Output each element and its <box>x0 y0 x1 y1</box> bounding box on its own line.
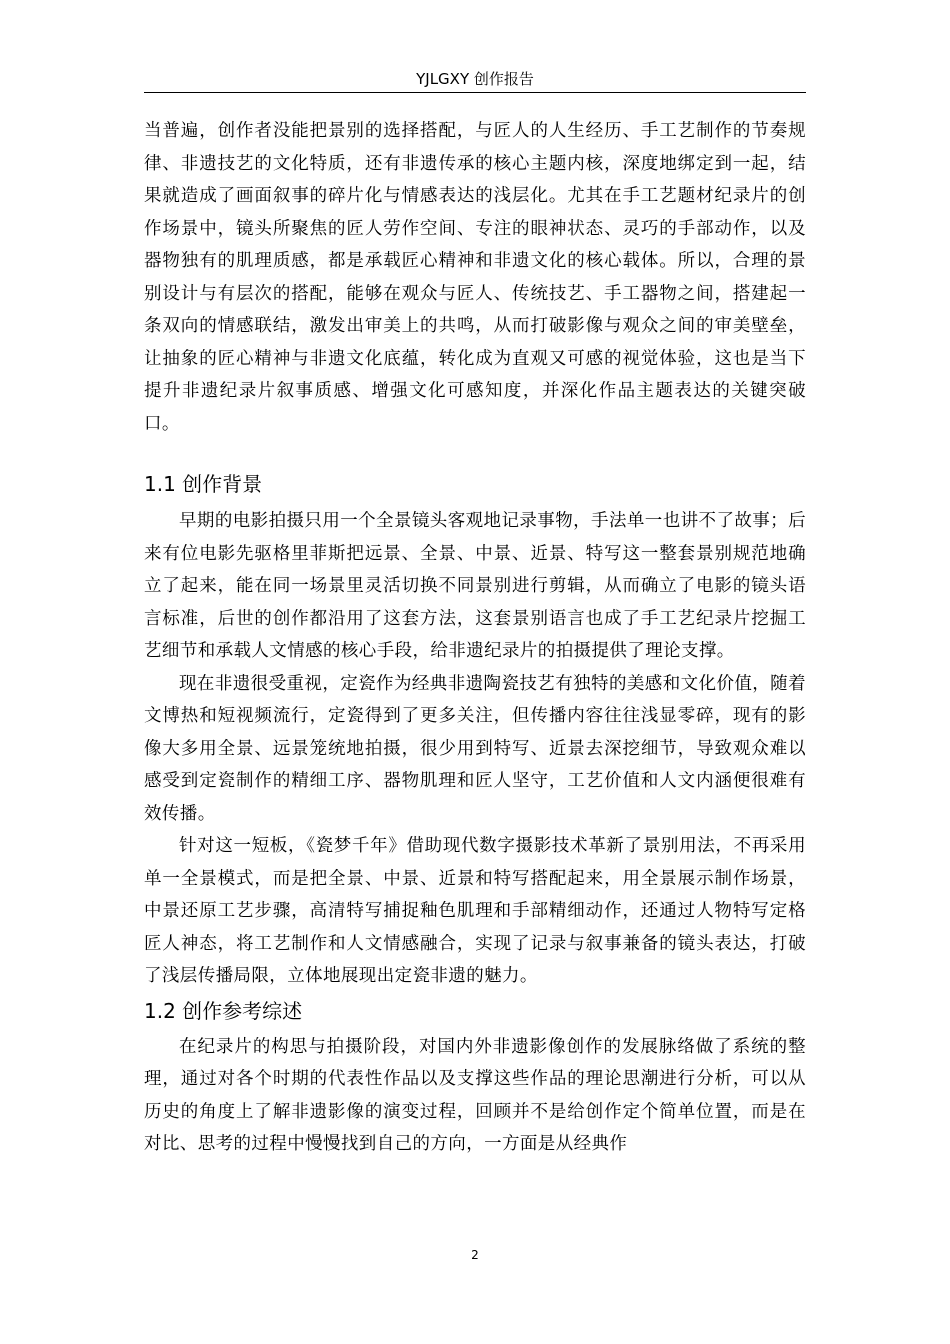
page-body <box>144 115 806 1161</box>
body-paragraph: 早期的电影拍摄只用一个全景镜头客观地记录事物，手法单一也讲不了故事；后来有位电影先驱格里菲斯把远景、全景、中景、近景、特写这一整套景别规范地确立了起来，能在同一场景里灵活切换不同景别进行剪辑，从而确立了电影的镜头语言标准，后世的创作都沿用了这套方法，这套景别语言也成了手工艺纪录片挖掘工艺细节和承载人文情感的核心手段，给非遗纪录片的拍摄提供了理论支撑。 <box>144 511 806 661</box>
section-heading-background: 1.1 创作背景 <box>144 472 263 496</box>
body-paragraph: 针对这一短板，《瓷梦千年》借助现代数字摄影技术革新了景别用法，不再采用单一全景模式，而是把全景、中景、近景和特写搭配起来，用全景展示制作场景，中景还原工艺步骤，高清特写捕捉釉色肌理和手部精细动作，还通过人物特写定格匠人神态，将工艺制作和人文情感融合，实现了记录与叙事兼备的镜头表达，打破了浅层传播局限，立体地展现出定瓷非遗的魅力。 <box>144 836 806 986</box>
section-heading-references: 1.2 创作参考综述 <box>144 998 303 1023</box>
body-paragraph: 在纪录片的构思与拍摄阶段，对国内外非遗影像创作的发展脉络做了系统的整理，通过对各个时期的代表性作品以及支撑这些作品的理论思潮进行分析，可以从历史的角度上了解非遗影像的演变过程，回顾并不是给创作定个简单位置，而是在对比、思考的过程中慢慢找到自己的方向，一方面是从经典作 <box>144 1036 806 1154</box>
page-number: 2 <box>471 1248 479 1262</box>
running-header: YJLGXY 创作报告 <box>416 70 534 88</box>
intro-paragraph: 当普遍，创作者没能把景别的选择搭配，与匠人的人生经历、手工艺制作的节奏规律、非遗技艺的文化特质，还有非遗传承的核心主题内核，深度地绑定到一起，结果就造成了画面叙事的碎片化与情感表达的浅层化。尤其在手工艺题材纪录片的创作场景中，镜头所聚焦的匠人劳作空间、专注的眼神状态、灵巧的手部动作，以及器物独有的肌理质感，都是承载匠心精神和非遗文化的核心载体。所以，合理的景别设计与有层次的搭配，能够在观众与匠人、传统技艺、手工器物之间，搭建起一条双向的情感联结，激发出审美上的共鸣，从而打破影像与观众之间的审美壁垒，让抽象的匠心精神与非遗文化底蕴，转化成为直观又可感的视觉体验，这也是当下提升非遗纪录片叙事质感、增强文化可感知度，并深化作品主题表达的关键突破口。 <box>144 121 806 434</box>
header-rule <box>144 92 806 93</box>
body-paragraph: 现在非遗很受重视，定瓷作为经典非遗陶瓷技艺有独特的美感和文化价值，随着文博热和短视频流行，定瓷得到了更多关注，但传播内容往往浅显零碎，现有的影像大多用全景、远景笼统地拍摄，很少用到特写、近景去深挖细节，导致观众难以感受到定瓷制作的精细工序、器物肌理和匠人坚守，工艺价值和人文内涵便很难有效传播。 <box>144 673 806 824</box>
